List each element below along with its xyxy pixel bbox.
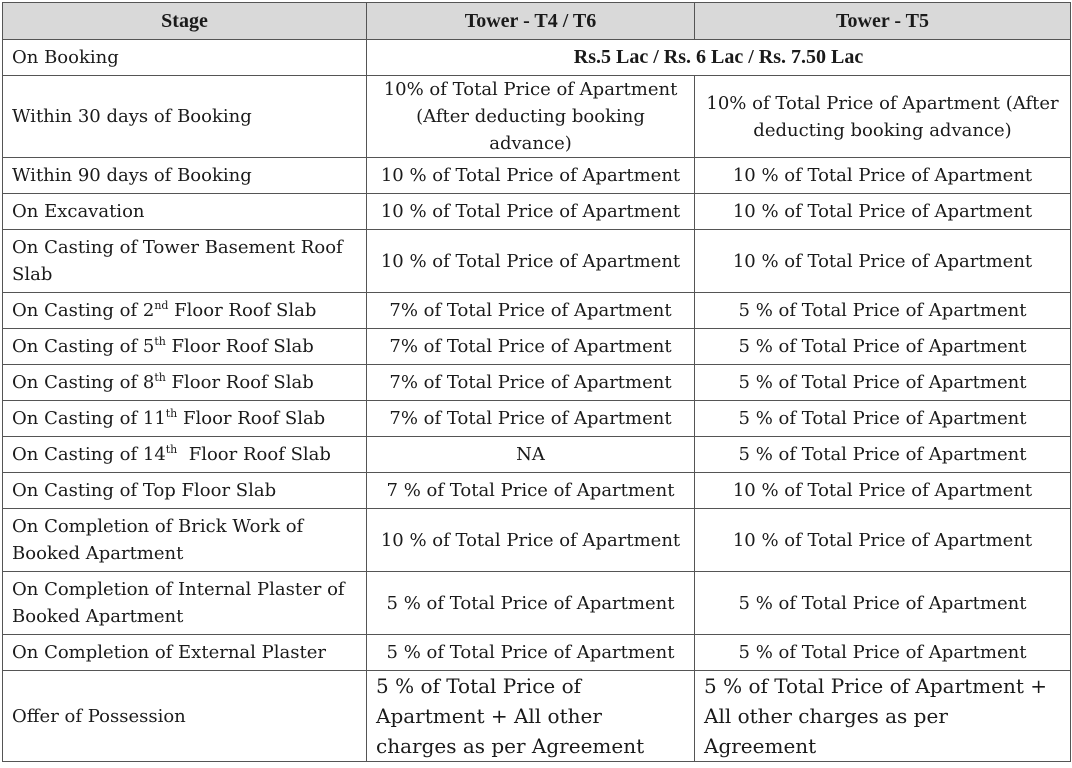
table-row (3, 230, 1071, 293)
t4-t6-cell: 10 % of Total Price of Apartment (367, 230, 695, 293)
table-row (3, 473, 1071, 509)
header-tower-t4-t6: Tower - T4 / T6 (367, 3, 695, 40)
t5-cell: 10 % of Total Price of Apartment (695, 230, 1071, 293)
stage-cell: On Excavation (3, 194, 367, 230)
t5-cell: 10 % of Total Price of Apartment (695, 158, 1071, 194)
table-row (3, 293, 1071, 329)
table-row (3, 194, 1071, 230)
t5-cell: 5 % of Total Price of Apartment (695, 572, 1071, 635)
t4-t6-cell: 7% of Total Price of Apartment (367, 329, 695, 365)
t4-t6-cell: 10% of Total Price of Apartment (After deducting booking advance) (367, 76, 695, 158)
stage-cell: Offer of Possession (3, 671, 367, 762)
t5-cell: 5 % of Total Price of Apartment + All other charges as per Agreement (695, 671, 1071, 762)
stage-cell: On Completion of Internal Plaster of Booked Apartment (3, 572, 367, 635)
stage-cell: On Booking (3, 40, 367, 76)
table-row (3, 158, 1071, 194)
t4-t6-cell: 7% of Total Price of Apartment (367, 365, 695, 401)
table-row (3, 437, 1071, 473)
stage-cell: On Casting of 8th Floor Roof Slab (3, 365, 367, 401)
t4-t6-cell: 10 % of Total Price of Apartment (367, 194, 695, 230)
header-tower-t5: Tower - T5 (695, 3, 1071, 40)
t4-t6-cell: 7 % of Total Price of Apartment (367, 473, 695, 509)
t5-cell: 10 % of Total Price of Apartment (695, 509, 1071, 572)
t4-t6-cell: 5 % of Total Price of Apartment + All other charges as per Agreement (367, 671, 695, 762)
t5-cell: 5 % of Total Price of Apartment (695, 293, 1071, 329)
stage-cell: On Casting of 11th Floor Roof Slab (3, 401, 367, 437)
t5-cell: 10 % of Total Price of Apartment (695, 194, 1071, 230)
stage-cell: Within 30 days of Booking (3, 76, 367, 158)
booking-amount-cell: Rs.5 Lac / Rs. 6 Lac / Rs. 7.50 Lac (367, 40, 1071, 76)
table-row (3, 509, 1071, 572)
header-stage: Stage (3, 3, 367, 40)
table-row (3, 365, 1071, 401)
table-row (3, 671, 1071, 762)
t5-cell: 10% of Total Price of Apartment (After deducting booking advance) (695, 76, 1071, 158)
payment-plan-table (2, 2, 1071, 762)
stage-cell: On Casting of 2nd Floor Roof Slab (3, 293, 367, 329)
stage-cell: On Completion of External Plaster (3, 635, 367, 671)
t4-t6-cell: 7% of Total Price of Apartment (367, 401, 695, 437)
header-row (3, 3, 1071, 40)
t4-t6-cell: 10 % of Total Price of Apartment (367, 158, 695, 194)
stage-cell: On Completion of Brick Work of Booked Apartment (3, 509, 367, 572)
t5-cell: 5 % of Total Price of Apartment (695, 329, 1071, 365)
t5-cell: 10 % of Total Price of Apartment (695, 473, 1071, 509)
t5-cell: 5 % of Total Price of Apartment (695, 365, 1071, 401)
t4-t6-cell: 10 % of Total Price of Apartment (367, 509, 695, 572)
stage-cell: On Casting of Tower Basement Roof Slab (3, 230, 367, 293)
stage-cell: On Casting of 14th Floor Roof Slab (3, 437, 367, 473)
table-row (3, 635, 1071, 671)
t4-t6-cell: NA (367, 437, 695, 473)
stage-cell: On Casting of 5th Floor Roof Slab (3, 329, 367, 365)
table-row (3, 572, 1071, 635)
table-row (3, 401, 1071, 437)
stage-cell: On Casting of Top Floor Slab (3, 473, 367, 509)
stage-cell: Within 90 days of Booking (3, 158, 367, 194)
t4-t6-cell: 5 % of Total Price of Apartment (367, 635, 695, 671)
table-row (3, 329, 1071, 365)
t4-t6-cell: 5 % of Total Price of Apartment (367, 572, 695, 635)
t5-cell: 5 % of Total Price of Apartment (695, 437, 1071, 473)
t4-t6-cell: 7% of Total Price of Apartment (367, 293, 695, 329)
table-row (3, 40, 1071, 76)
t5-cell: 5 % of Total Price of Apartment (695, 401, 1071, 437)
table-row (3, 76, 1071, 158)
t5-cell: 5 % of Total Price of Apartment (695, 635, 1071, 671)
